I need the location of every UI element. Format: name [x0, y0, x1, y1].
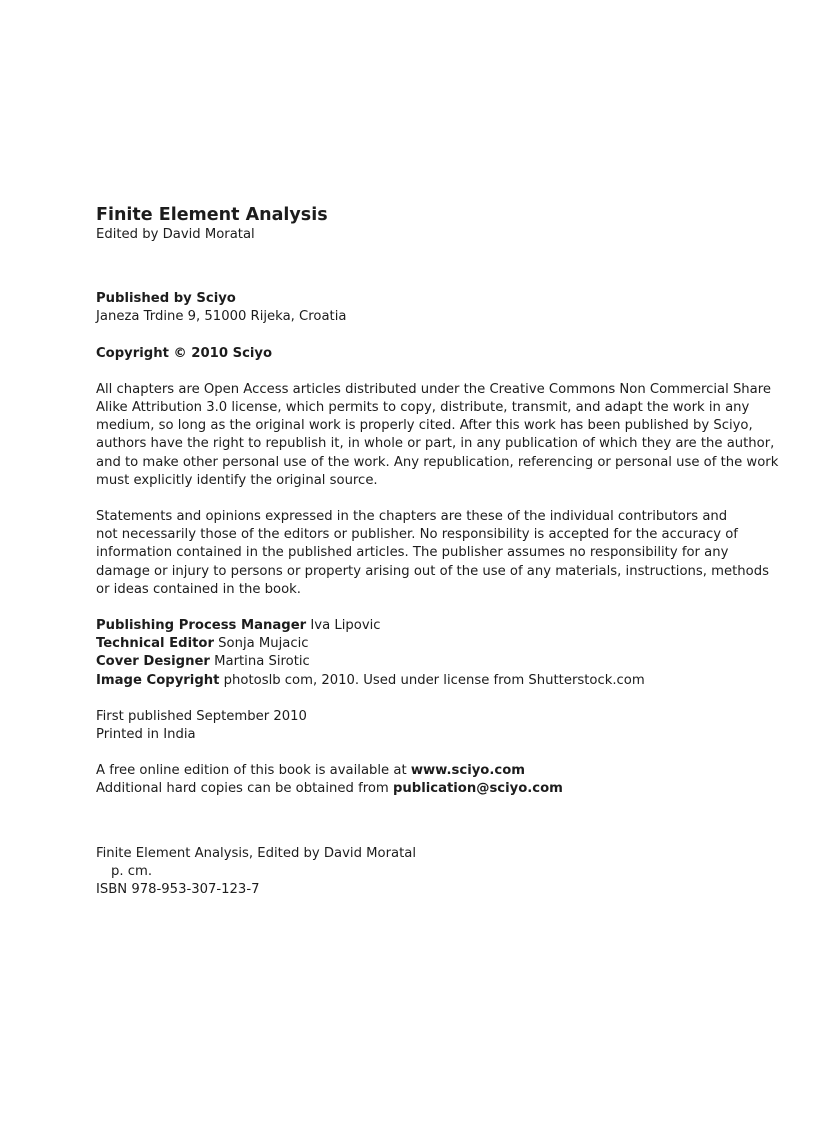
credits-list: [96, 617, 726, 690]
license-line: All chapters are Open Access articles distributed under the Creative Commons Non Commercial Share: [96, 381, 771, 397]
book-title: Finite Element Analysis: [96, 205, 328, 225]
publisher-label: Published by Sciyo: [96, 291, 236, 307]
copyright-page: [96, 204, 779, 899]
hard-copies-line: [96, 780, 726, 798]
credit-name: Iva Lipovic: [310, 618, 381, 634]
disclaimer-line: not necessarily those of the editors or publisher. No responsibility is accepted for the accuracy of: [96, 527, 738, 543]
publisher-address: Janeza Trdine 9, 51000 Rijeka, Croatia: [96, 309, 347, 325]
license-paragraph: [96, 381, 779, 490]
printed-in: Printed in India: [96, 727, 196, 743]
license-line: medium, so long as the original work is properly cited. After this work has been published by Sciyo,: [96, 418, 753, 434]
copyright-notice: Copyright © 2010 Sciyo: [96, 345, 273, 361]
email-link[interactable]: publication@sciyo.com: [392, 781, 563, 797]
credit-name: photoslb com, 2010. Used under license from Shutterstock.com: [223, 672, 645, 688]
first-published: First published September 2010: [96, 708, 307, 724]
credit-role: Publishing Process Manager: [96, 618, 307, 634]
license-line: and to make other personal use of the work. Any republication, referencing or personal use of the work: [96, 454, 779, 470]
disclaimer-line: Statements and opinions expressed in the chapters are these of the individual contributors and: [96, 509, 728, 525]
copies-prefix: Additional hard copies can be obtained from: [96, 781, 393, 797]
credit-line: [96, 617, 726, 635]
online-edition-line: [96, 762, 726, 780]
catalog-isbn: ISBN 978-953-307-123-7: [96, 882, 260, 898]
license-line: must explicitly identify the original source.: [96, 472, 378, 488]
credit-name: Sonja Mujacic: [218, 636, 309, 652]
disclaimer-line: information contained in the published articles. The publisher assumes no responsibility for any: [96, 545, 729, 561]
license-line: authors have the right to republish it, in whole or part, in any publication of which they are the author,: [96, 436, 775, 452]
catalog-pagination: p. cm.: [111, 863, 153, 879]
disclaimer-paragraph: [96, 508, 769, 599]
credit-line: [96, 635, 726, 653]
credit-line: [96, 653, 726, 671]
credit-name: Martina Sirotic: [214, 654, 310, 670]
book-editor: Edited by David Moratal: [96, 227, 255, 242]
license-line: Alike Attribution 3.0 license, which permits to copy, distribute, transmit, and adapt the work in any: [96, 400, 750, 416]
disclaimer-line: damage or injury to persons or property arising out of the use of any materials, instructions, methods: [96, 563, 769, 579]
credit-role: Image Copyright: [96, 672, 220, 688]
online-prefix: A free online edition of this book is available at: [96, 763, 411, 779]
website-link[interactable]: www.sciyo.com: [410, 763, 525, 779]
credit-role: Cover Designer: [96, 654, 210, 670]
credit-role: Technical Editor: [96, 636, 214, 652]
disclaimer-line: or ideas contained in the book.: [96, 581, 301, 597]
credit-line: [96, 672, 726, 690]
catalog-title: Finite Element Analysis, Edited by David Moratal: [96, 845, 417, 861]
